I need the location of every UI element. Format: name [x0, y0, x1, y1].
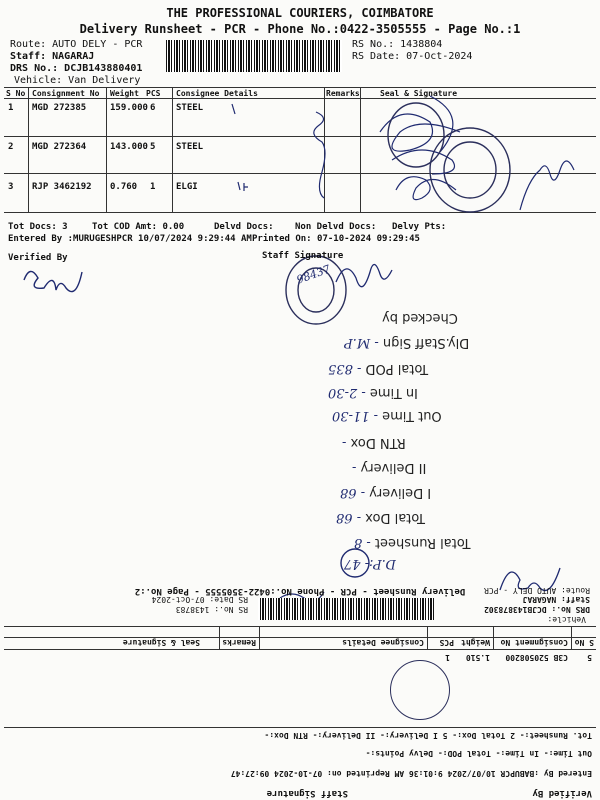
cell-weight: 0.760	[110, 182, 138, 192]
staff-label: Staff: NAGARAJ	[522, 595, 590, 604]
col-header-remarks: Remarks	[222, 638, 256, 647]
column-divider	[259, 627, 260, 650]
vehicle-label: Vehicle: Van Delivery	[14, 75, 141, 86]
cell-weight: 1.510	[465, 653, 490, 662]
cell-sno: 3	[8, 182, 14, 192]
col-header-sno: S No	[6, 89, 26, 98]
table-bottom-border	[4, 727, 596, 728]
table-top-border	[4, 626, 596, 627]
cell-pcs: 5	[150, 142, 156, 152]
signature-scribble	[520, 161, 574, 210]
tot-cod-amt: Tot COD Amt: 0.00	[92, 222, 185, 232]
column-divider	[571, 627, 572, 650]
stamp-line: In Time - 2-30	[328, 385, 418, 400]
entered-by: Entered By :BABUPCR 10/07/2024 9:01:36 AM Reprinted on: 07-10-2024 09:27:47	[230, 769, 592, 778]
col-header-consignment: Consignment No	[500, 638, 568, 647]
column-divider	[219, 627, 220, 650]
col-header-seal: Seal & Signature	[122, 638, 200, 647]
col-header-pcs: PCS	[439, 638, 454, 647]
row-divider	[4, 649, 596, 650]
delvd-docs: Delvd Docs:	[214, 222, 274, 232]
rs-number: RS No.: 1438804	[352, 39, 443, 50]
entered-by: Entered By :MURUGESHPCR 10/07/2024 9:29:44 AM	[8, 234, 252, 244]
col-header-remarks: Remarks	[326, 89, 360, 98]
company-title: THE PROFESSIONAL COURIERS, COIMBATORE	[166, 6, 434, 20]
page-2-upside-down	[0, 585, 600, 800]
stamp-line: Total Runsheet - 8	[354, 535, 471, 550]
cell-consignee: ELGI	[176, 182, 198, 192]
dp-note: D.P:- 47	[344, 556, 396, 571]
rs-date: RS Date: 07-Oct-2024	[352, 51, 473, 62]
col-header-seal: Seal & Signature	[380, 89, 458, 98]
handwritten-mark	[238, 182, 248, 191]
cell-consignee: STEEL	[176, 142, 204, 152]
stamp-line: II Delivery -	[352, 460, 427, 475]
signature-scribble	[396, 177, 456, 200]
cell-sno: 5	[587, 653, 592, 662]
verified-by-label: Verified By	[532, 788, 592, 798]
stamp-line: Out Time - 11-30	[332, 408, 442, 423]
column-divider	[493, 627, 494, 650]
tick-mark	[232, 104, 235, 114]
cell-sno: 2	[8, 142, 14, 152]
runsheet-subtitle: Delivery Runsheet - PCR - Phone No.:0422-3505555 - Page No.:2	[134, 586, 466, 596]
drs-number: DRS No.: DCJB143878302	[484, 605, 590, 614]
staff-signature-label: Staff Signature	[262, 251, 344, 261]
stamp-number: 98437	[294, 262, 333, 287]
col-header-pcs: PCS	[146, 89, 161, 98]
cell-consignment: RJP 3462192	[32, 182, 92, 192]
cell-weight: 159.000	[110, 103, 148, 113]
drs-number: DRS No.: DCJB143880401	[10, 63, 143, 74]
col-header-weight: Weight	[461, 638, 490, 647]
stamp-line: Total POD - 835	[328, 361, 429, 376]
summary-line-1: Tot. Runsheet:- 2 Total Dox:- 5 I Delivery:- II Delivery:- RTN Dox:-	[264, 731, 592, 740]
company-seal-stamp	[390, 660, 450, 720]
brace-mark	[314, 112, 325, 198]
stamp-line: Total Dox - 68	[336, 510, 425, 525]
non-delvd-docs: Non Delvd Docs:	[295, 222, 377, 232]
col-header-consignee: Consignee Details	[176, 89, 258, 98]
seal-circle	[388, 103, 444, 167]
stamp-line: Dly.Staff Sign - M.P	[344, 335, 470, 350]
cell-pcs: 6	[150, 103, 156, 113]
delvy-pts: Delvy Pts:	[392, 222, 447, 232]
col-header-sno: S No	[574, 638, 594, 647]
route-label: Route: AUTO DELY - PCR	[484, 586, 590, 595]
stamp-line: RTN Dox -	[342, 435, 406, 450]
col-header-consignee: Consignee Details	[342, 638, 424, 647]
cell-pcs: 1	[445, 653, 450, 662]
rs-date: RS Date: 07-Oct-2024	[151, 595, 248, 604]
tot-docs: Tot Docs: 3	[8, 222, 68, 232]
cell-consignment: MGD 272364	[32, 142, 87, 152]
verified-by-label: Verified By	[8, 253, 68, 263]
barcode-image	[258, 598, 434, 620]
cell-consignment: MGD 272385	[32, 103, 87, 113]
staff-label: Staff: NAGARAJ	[10, 51, 95, 62]
cell-sno: 1	[8, 103, 14, 113]
printed-on: Printed On: 07-10-2024 09:29:45	[252, 234, 420, 244]
staff-signature-scribble	[336, 264, 392, 286]
cell-consignment: C3B 520508200	[505, 653, 568, 662]
cell-weight: 143.000	[110, 142, 148, 152]
column-divider	[427, 627, 428, 650]
rs-number: RS No.: 1438783	[175, 605, 248, 614]
runsheet-subtitle: Delivery Runsheet - PCR - Phone No.:0422-3505555 - Page No.:1	[79, 22, 521, 36]
summary-line-2: Out Time:- In Time:- Total POD:- Delvy Points:-	[365, 749, 592, 758]
route-label: Route: AUTO DELY - PCR	[10, 39, 143, 50]
stamp-line: Checked by	[382, 310, 458, 325]
vehicle-label: Vehicle:	[547, 615, 586, 624]
cell-pcs: 1	[150, 182, 156, 192]
col-header-consignment: Consignment No	[32, 89, 100, 98]
seal-circle	[430, 128, 510, 212]
col-header-weight: Weight	[110, 89, 139, 98]
verified-signature	[24, 271, 82, 291]
cell-consignee: STEEL	[176, 103, 204, 113]
staff-signature-label: Staff Signature	[266, 788, 348, 798]
stamp-line: I Delivery - 68	[340, 485, 432, 500]
